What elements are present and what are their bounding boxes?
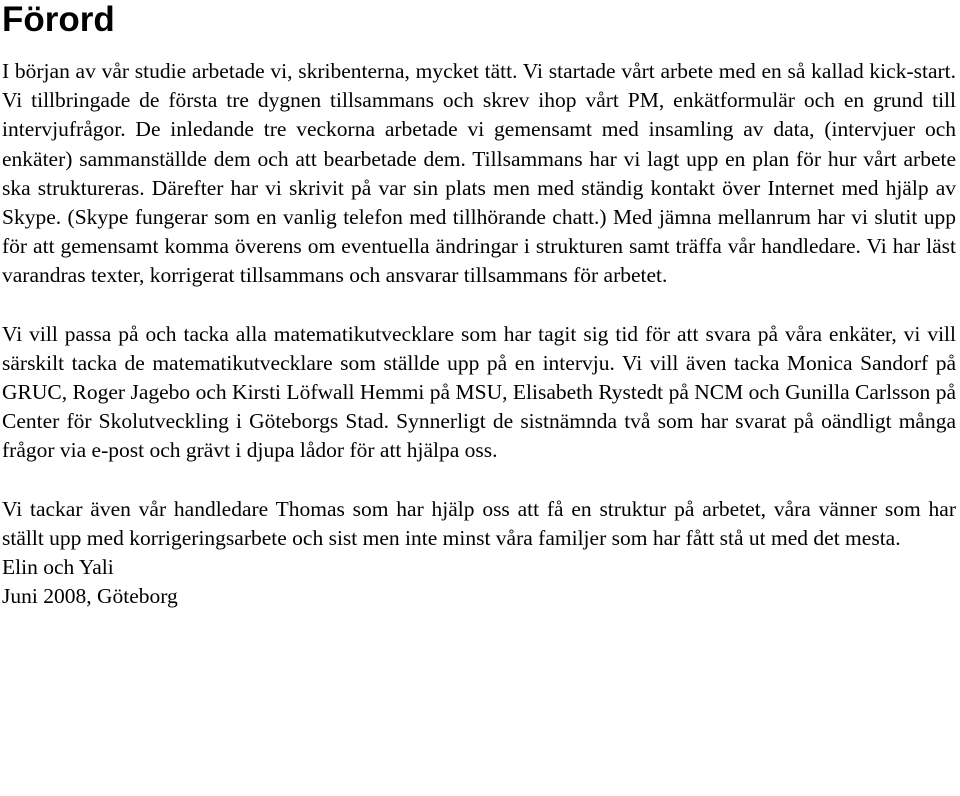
date-place: Juni 2008, Göteborg (2, 584, 178, 609)
page-title: Förord (2, 0, 115, 39)
signature-names: Elin och Yali (2, 555, 114, 580)
paragraph-process: I början av vår studie arbetade vi, skribenterna, mycket tätt. Vi startade vårt arbete med en så kallad kick-start. Vi tillbringade de första tre dygnen tillsammans och skrev ihop vårt PM, enkätformulär och en grund till intervjufrågor. De inledande tre veckorna arbetade vi gemensamt med insamling av data, (intervjuer och enkäter) sammanställde dem och att bearbetade dem. Tillsammans har vi lagt upp en plan för hur vårt arbete ska struktureras. Därefter har vi skrivit på var sin plats men med ständig kontakt över Internet med hjälp av Skype. (Skype fungerar som en vanlig telefon med tillhörande chatt.) Med jämna mellanrum har vi slutit upp för att gemensamt komma överens om eventuella ändringar i strukturen samt träffa vår handledare. Vi har läst varandras texter, korrigerat tillsammans och ansvarar tillsammans för arbetet. (2, 59, 956, 288)
paragraph-thanks: Vi tackar även vår handledare Thomas som har hjälp oss att få en struktur på arbetet, våra vänner som har ställt upp med korrigeringsarbete och sist men inte minst våra familjer som har fått stå ut med det mesta. (2, 496, 956, 550)
paragraph-acknowledgements: Vi vill passa på och tacka alla matematikutvecklare som har tagit sig tid för att svara på våra enkäter, vi vill särskilt tacka de matematikutvecklare som ställde upp på en intervju. Vi vill även tacka Monica Sandorf på GRUC, Roger Jagebo och Kirsti Löfwall Hemmi på MSU, Elisabeth Rystedt på NCM och Gunilla Carlsson på Center för Skolutveckling i Göteborgs Stad. Synnerligt de sistnämnda två som har svarat på oändligt många frågor via e-post och grävt i djupa lådor för att hjälpa oss. (2, 321, 956, 463)
document-page (2, 0, 956, 611)
